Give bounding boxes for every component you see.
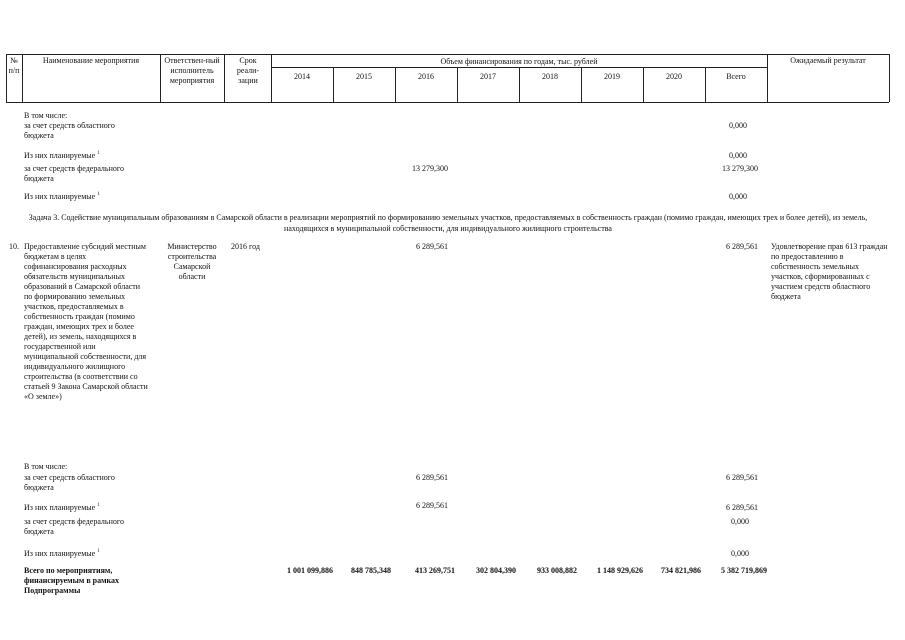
header-col-sep xyxy=(160,54,161,102)
block1-planned2-label: Из них планируемые $^1$ xyxy=(24,192,100,201)
row10-2016: 6 289,561 xyxy=(416,242,448,251)
block1-regional-total: 0,000 xyxy=(729,121,747,130)
block2-planned2-total: 0,000 xyxy=(731,549,749,558)
row10-total: 6 289,561 xyxy=(726,242,758,251)
block1-regional-label: за счет средств областного бюджета xyxy=(24,121,115,140)
totals-2020: 734 821,986 xyxy=(661,566,701,575)
header-col-responsible: Ответствен-ный исполнитель мероприятия xyxy=(164,56,220,85)
header-year-2016: 2016 xyxy=(418,72,434,81)
block2-regional-total: 6 289,561 xyxy=(726,473,758,482)
block2-planned1-2016: 6 289,561 xyxy=(416,501,448,510)
header-col-funding: Объем финансирования по годам, тыс. рублей xyxy=(440,57,598,66)
totals-2018: 933 008,882 xyxy=(537,566,577,575)
header-col-result: Ожидаемый результат xyxy=(790,56,866,65)
header-year-total: Всего xyxy=(726,72,746,81)
block2-regional-2016: 6 289,561 xyxy=(416,473,448,482)
block1-federal-2016: 13 279,300 xyxy=(412,164,448,173)
row10-term: 2016 год xyxy=(231,242,260,251)
header-col-sep xyxy=(889,54,890,102)
block2-incl-label: В том числе: xyxy=(24,462,68,471)
block1-planned2-total: 0,000 xyxy=(729,192,747,201)
block1-planned1-label: Из них планируемые $^1$ xyxy=(24,151,100,160)
totals-2015: 848 785,348 xyxy=(351,566,391,575)
totals-2014: 1 001 099,886 xyxy=(287,566,333,575)
header-year-2017: 2017 xyxy=(480,72,496,81)
header-year-2018: 2018 xyxy=(542,72,558,81)
header-year-2015: 2015 xyxy=(356,72,372,81)
row10-number: 10. xyxy=(9,242,19,251)
block1-federal-total: 13 279,300 xyxy=(722,164,758,173)
block1-incl-label: В том числе: xyxy=(24,111,68,120)
header-year-2019: 2019 xyxy=(604,72,620,81)
block2-planned1-label: Из них планируемые $^1$ xyxy=(24,503,100,512)
block2-federal-label: за счет средств федерального бюджета xyxy=(24,517,124,536)
header-top-border xyxy=(6,54,889,55)
totals-2019: 1 148 929,626 xyxy=(597,566,643,575)
header-col-term: Срок реали-зации xyxy=(236,56,260,85)
block2-federal-total: 0,000 xyxy=(731,517,749,526)
header-col-sep xyxy=(224,54,225,102)
block2-regional-label: за счет средств областного бюджета xyxy=(24,473,115,492)
block2-planned1-total: 6 289,561 xyxy=(726,503,758,512)
block1-planned1-total: 0,000 xyxy=(729,151,747,160)
totals-label: Всего по мероприятиям, финансируемым в рамках Подпрограммы xyxy=(24,566,120,595)
header-col-no: № п/п xyxy=(8,56,20,75)
header-col-name: Наименование мероприятия xyxy=(42,56,140,65)
header-bottom-border xyxy=(6,102,889,103)
row10-result: Удовлетворение прав 613 граждан по предоставлению в собственность земельных участков, сформированных с участием средств областного бюджета xyxy=(771,242,888,301)
header-year-2014: 2014 xyxy=(294,72,310,81)
row10-name: Предоставление субсидий местным бюджетам в целях софинансирования расходных обязательств муниципальных образований в Самарской области по формированию земельных участков, предоставляемых в собственность граждан (помимо граждан, имеющих трех и более детей), из земель, находящихся в государственной или муниципальной собственности, для индивидуального жилищного строительства (в соответствии со статьей 9 Закона Самарской области «О земле») xyxy=(24,242,148,401)
totals-total: 5 382 719,869 xyxy=(721,566,767,575)
block2-planned2-label: Из них планируемые $^1$ xyxy=(24,549,100,558)
header-year-2020: 2020 xyxy=(666,72,682,81)
row10-responsible: Министерство строительства Самарской области xyxy=(167,242,217,281)
block1-federal-label: за счет средств федерального бюджета xyxy=(24,164,124,183)
totals-2017: 302 804,390 xyxy=(476,566,516,575)
task3-heading: Задача 3. Содействие муниципальным образованиям в Самарской области в реализации мероприятий по формированию земельных участков, предоставляемых в собственность граждан (помимо граждан, имеющих трех и более детей), из земель, находящихся в муниципальной собственности, для индивидуального жилищного строительства xyxy=(28,213,868,233)
totals-2016: 413 269,751 xyxy=(415,566,455,575)
